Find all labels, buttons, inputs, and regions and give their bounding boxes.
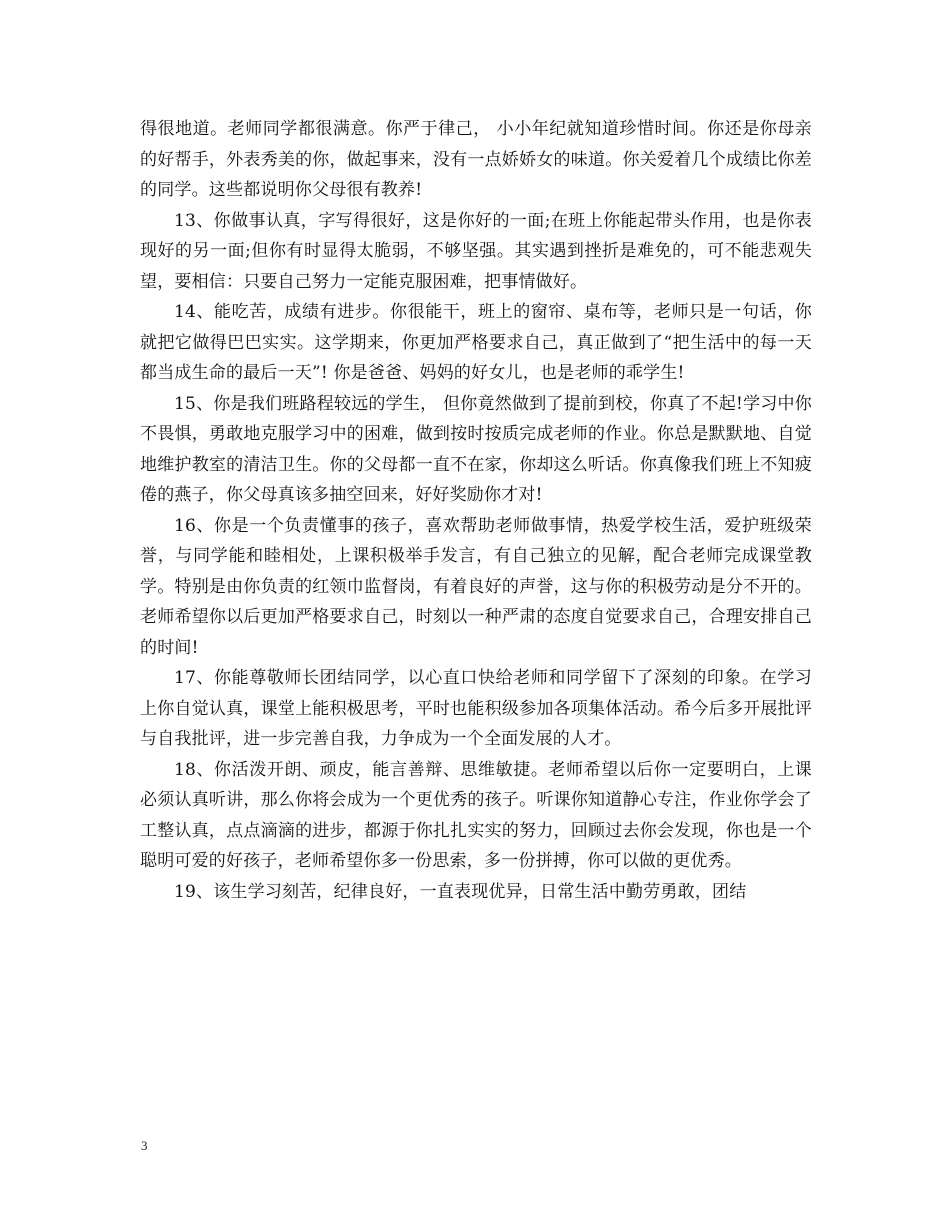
paragraph-19: 19、该生学习刻苦，纪律良好，一直表现优异，日常生活中勤劳勇敢，团结 (174, 881, 747, 902)
paragraph-14: 14、能吃苦，成绩有进步。你很能干，班上的窗帘、桌布等，老师只是一句话，你就把它做得巴巴实实。这学期来，你更加严格要求自己，真正做到了“把生活中的每一天都当成生命的最后一天”! 你是爸爸、妈妈的好女儿，也是老师的乖学生! (140, 302, 812, 383)
paragraph-17: 17、你能尊敬师长团结同学，以心直口快给老师和同学留下了深刻的印象。在学习上你自觉认真，课堂上能积极思考，平时也能积级参加各项集体活动。希今后多开展批评与自我批评，进一步完善自我，力争成为一个全面发展的人才。 (140, 668, 812, 749)
document-body (140, 114, 812, 907)
paragraph-continuation: 得很地道。老师同学都很满意。你严于律己， 小小年纪就知道珍惜时间。你还是你母亲的好帮手，外表秀美的你，做起事来，没有一点娇娇女的味道。你关爱着几个成绩比你差的同学。这些都说明你父母很有教养! (140, 119, 812, 200)
paragraph-18: 18、你活泼开朗、顽皮，能言善辩、思维敏捷。老师希望以后你一定要明白，上课必须认真听讲，那么你将会成为一个更优秀的孩子。听课你知道静心专注，作业你学会了工整认真，点点滴滴的进步，都源于你扎扎实实的努力，回顾过去你会发现，你也是一个聪明可爱的好孩子，老师希望你多一份思索，多一份拼搏，你可以做的更优秀。 (140, 759, 812, 871)
paragraph-15: 15、你是我们班路程较远的学生， 但你竟然做到了提前到校，你真了不起!学习中你不畏惧，勇敢地克服学习中的困难，做到按时按质完成老师的作业。你总是默默地、自觉地维护教室的清洁卫生。你的父母都一直不在家，你却这么听话。你真像我们班上不知疲倦的燕子，你父母真该多抽空回来，好好奖励你才对! (140, 393, 812, 505)
paragraph-13: 13、你做事认真，字写得很好，这是你好的一面;在班上你能起带头作用，也是你表现好的另一面;但你有时显得太脆弱，不够坚强。其实遇到挫折是难免的，可不能悲观失望，要相信：只要自己努力一定能克服困难，把事情做好。 (140, 210, 812, 292)
paragraph-16: 16、你是一个负责懂事的孩子，喜欢帮助老师做事情，热爱学校生活，爱护班级荣誉，与同学能和睦相处，上课积极举手发言，有自己独立的见解，配合老师完成课堂教学。特别是由你负责的红领巾监督岗，有着良好的声誉，这与你的积极劳动是分不开的。老师希望你以后更加严格要求自己，时刻以一种严肃的态度自觉要求自己，合理安排自己的时间! (140, 515, 812, 658)
page-number: 3 (141, 1138, 148, 1153)
